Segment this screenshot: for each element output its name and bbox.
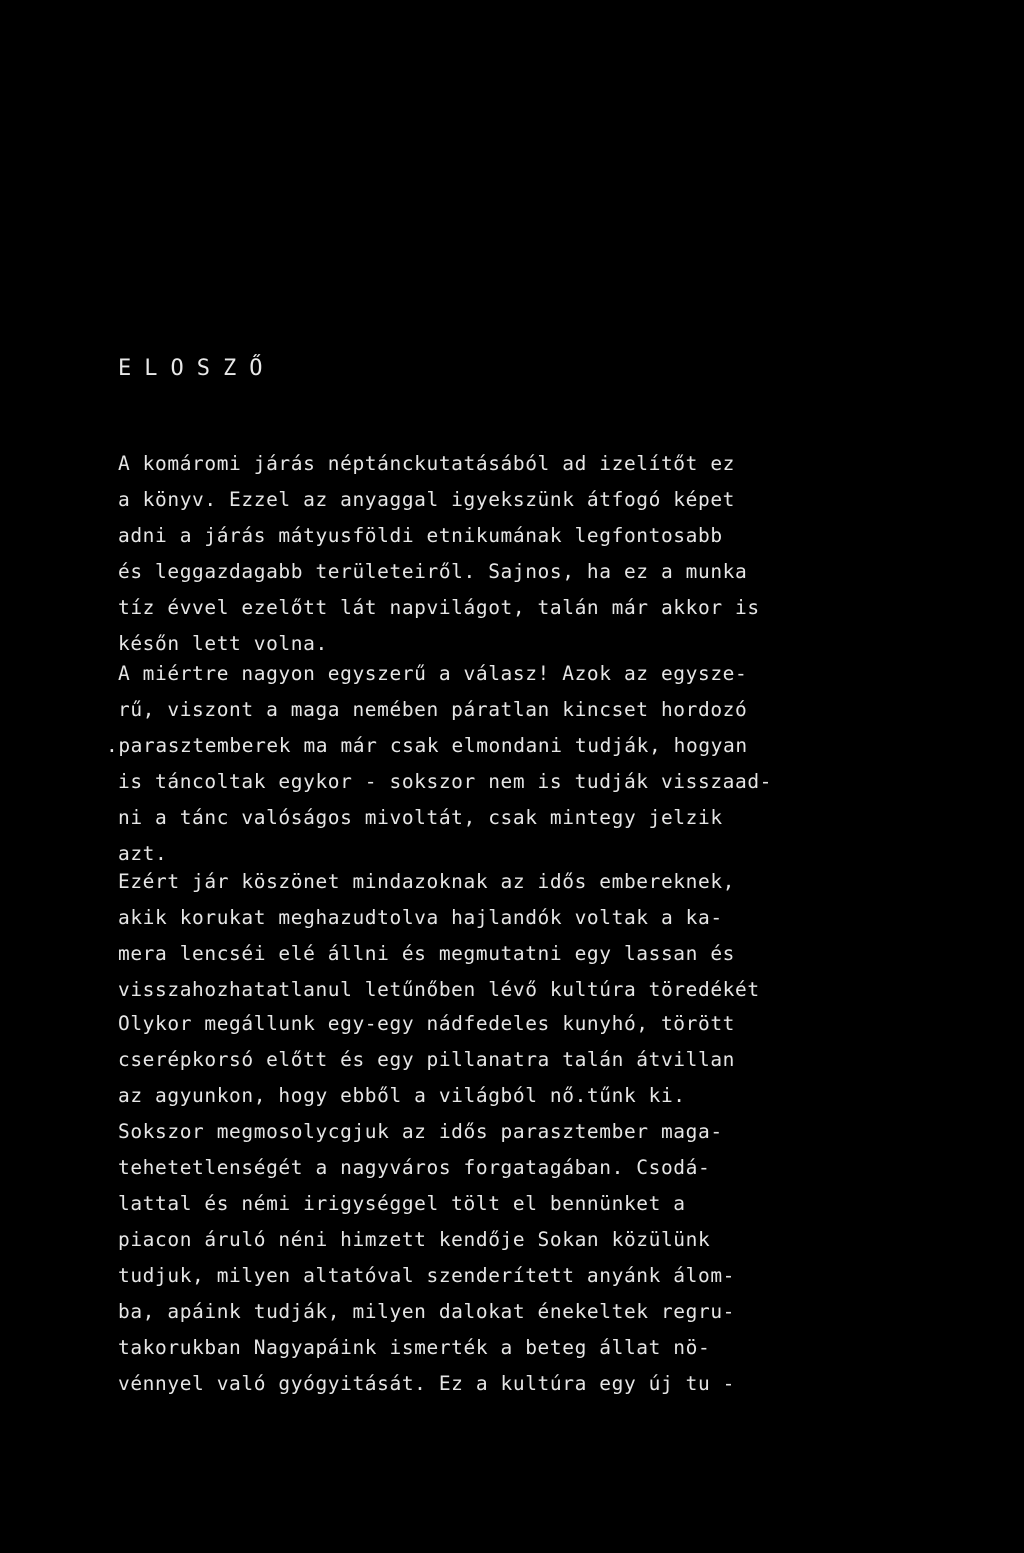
text-line: .parasztemberek ma már csak elmondani tudják, hogyan bbox=[106, 734, 748, 757]
text-line: ni a tánc valóságos mivoltát, csak mintegy jelzik bbox=[118, 806, 723, 829]
text-line: A komáromi járás néptánckutatásából ad izelítőt ez bbox=[118, 452, 735, 475]
text-line: azt. bbox=[118, 842, 168, 865]
paragraph-intro bbox=[118, 446, 1018, 662]
text-line: későn lett volna. bbox=[118, 632, 328, 655]
paragraph-reflection bbox=[118, 1006, 1018, 1402]
text-line: a könyv. Ezzel az anyaggal igyekszünk átfogó képet bbox=[118, 488, 735, 511]
text-line: vénnyel való gyógyitását. Ez a kultúra egy új tu - bbox=[118, 1372, 735, 1395]
text-line: adni a járás mátyusföldi etnikumának legfontosabb bbox=[118, 524, 723, 547]
paragraph-why bbox=[106, 656, 1018, 872]
text-line: Sokszor megmosolycgjuk az idős parasztember maga- bbox=[118, 1120, 723, 1143]
text-line: rű, viszont a maga nemében páratlan kincset hordozó bbox=[118, 698, 748, 721]
text-line: is táncoltak egykor - sokszor nem is tudják visszaad- bbox=[118, 770, 773, 793]
text-line: tíz évvel ezelőtt lát napvilágot, talán már akkor is bbox=[118, 596, 760, 619]
text-line: tehetetlenségét a nagyváros forgatagában. Csodá- bbox=[118, 1156, 711, 1179]
text-line: az agyunkon, hogy ebből a világból nő.tűnk ki. bbox=[118, 1084, 686, 1107]
text-line: lattal és némi irigységgel tölt el bennünket a bbox=[118, 1192, 686, 1215]
text-line: visszahozhatatlanul letűnőben lévő kultúra töredékét bbox=[118, 978, 760, 1001]
text-line: mera lencséi elé állni és megmutatni egy lassan és bbox=[118, 942, 735, 965]
text-line: Ezért jár köszönet mindazoknak az idős embereknek, bbox=[118, 870, 735, 893]
text-line: takorukban Nagyapáink ismerték a beteg állat nö- bbox=[118, 1336, 711, 1359]
text-line: piacon áruló néni himzett kendője Sokan közülünk bbox=[118, 1228, 711, 1251]
text-line: tudjuk, milyen altatóval szenderített anyánk álom- bbox=[118, 1264, 735, 1287]
text-line: A miértre nagyon egyszerű a válasz! Azok az egysze- bbox=[118, 662, 748, 685]
text-line: cserépkorsó előtt és egy pillanatra talán átvillan bbox=[118, 1048, 735, 1071]
text-line: és leggazdagabb területeiről. Sajnos, ha ez a munka bbox=[118, 560, 748, 583]
text-line: Olykor megállunk egy-egy nádfedeles kunyhó, törött bbox=[118, 1012, 735, 1035]
text-line: akik korukat meghazudtolva hajlandók voltak a ka- bbox=[118, 906, 723, 929]
paragraph-thanks bbox=[118, 864, 1018, 1008]
page-heading: ELOSZŐ bbox=[118, 356, 276, 381]
text-line: ba, apáink tudják, milyen dalokat énekeltek regru- bbox=[118, 1300, 735, 1323]
